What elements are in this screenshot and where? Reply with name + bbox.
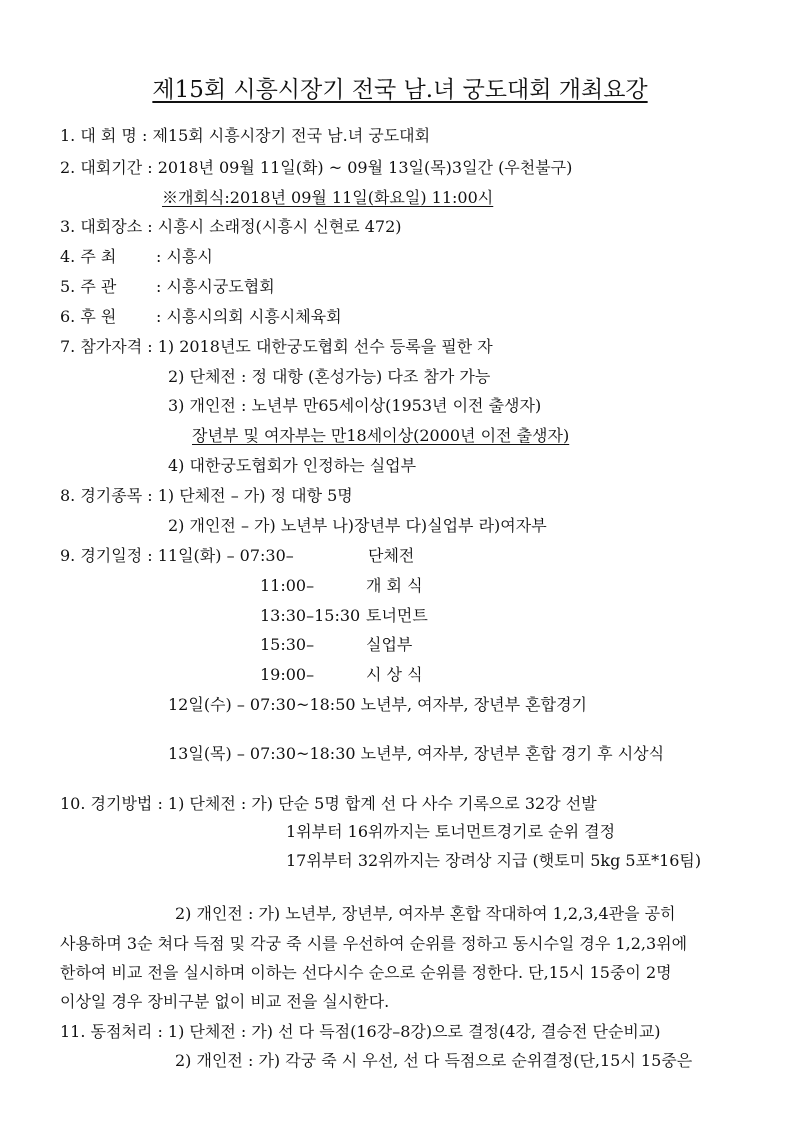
page-title: 제15회 시흥시장기 전국 남.녀 궁도대회 개최요강	[152, 77, 648, 103]
schedule-event: 시 상 식	[366, 665, 423, 684]
item-10-individual-method-a: 2) 개인전 : 가) 노년부, 장년부, 여자부 혼합 작대하여 1,2,3,4관을 공히	[175, 904, 676, 923]
item-10-individual-method-b: 사용하며 3순 쳐다 득점 및 각궁 죽 시를 우선하여 순위를 정하고 동시수일 경우 1,2,3위에	[60, 934, 688, 953]
item-4-label: 4. 주 최	[60, 247, 117, 266]
item-7-eligibility-1: 7. 참가자격 : 1) 2018년도 대한궁도협회 선수 등록을 필한 자	[60, 337, 493, 356]
item-10-individual-method-c: 한하여 비교 전을 실시하며 이하는 선다시수 순으로 순위를 정한다. 단,15시 15중이 2명	[60, 963, 672, 982]
schedule-event: 실업부	[366, 635, 413, 654]
item-9-schedule-head: 9. 경기일정 : 11일(화) – 07:30–	[60, 546, 294, 565]
item-10-team-method-c: 17위부터 32위까지는 장려상 지급 (햇토미 5kg 5포*16팀)	[286, 851, 702, 870]
item-10-team-method: 10. 경기방법 : 1) 단체전 : 가) 단순 5명 합계 선 다 사수 기록으로 32강 선발	[60, 794, 597, 813]
item-8-events-1: 8. 경기종목 : 1) 단체전 – 가) 정 대항 5명	[60, 486, 353, 505]
item-7-eligibility-2: 2) 단체전 : 정 대항 (혼성가능) 다조 참가 가능	[168, 367, 491, 386]
item-6-label: 6. 후 원	[60, 307, 117, 326]
item-6-sponsor: : 시흥시의회 시흥시체육회	[156, 307, 342, 326]
schedule-event: 토너먼트	[366, 606, 428, 625]
item-2-opening-ceremony: ※개회식:2018년 09월 11일(화요일) 11:00시	[162, 188, 494, 207]
item-11-tiebreak-team: 11. 동점처리 : 1) 단체전 : 가) 선 다 득점(16강–8강)으로 결정(4강, 결승전 단순비교)	[60, 1022, 661, 1041]
item-2-period: 2. 대회기간 : 2018년 09월 11일(화) ~ 09월 13일(목)3일간 (우천불구)	[60, 158, 573, 177]
item-3-venue: 3. 대회장소 : 시흥시 소래정(시흥시 신현로 472)	[60, 217, 402, 236]
item-7-eligibility-4: 4) 대한궁도협회가 인정하는 실업부	[168, 456, 417, 475]
item-10-team-method-b: 1위부터 16위까지는 토너먼트경기로 순위 결정	[286, 822, 616, 841]
item-8-events-2: 2) 개인전 – 가) 노년부 나)장년부 다)실업부 라)여자부	[168, 516, 547, 535]
item-5-label: 5. 주 관	[60, 277, 117, 296]
item-9-day-12: 12일(수) – 07:30~18:50 노년부, 여자부, 장년부 혼합경기	[168, 695, 587, 714]
item-9-schedule-head-event: 단체전	[368, 546, 415, 565]
schedule-time: 19:00–	[260, 665, 315, 684]
item-9-day-13: 13일(목) – 07:30~18:30 노년부, 여자부, 장년부 혼합 경기 후 시상식	[168, 744, 665, 763]
schedule-time: 15:30–	[260, 635, 315, 654]
item-1-event-name: 1. 대 회 명 : 제15회 시흥시장기 전국 남.녀 궁도대회	[60, 126, 431, 145]
schedule-time: 13:30–15:30	[260, 606, 361, 625]
item-5-organizer: : 시흥시궁도협회	[156, 277, 275, 296]
item-10-individual-method-d: 이상일 경우 장비구분 없이 비교 전을 실시한다.	[60, 992, 390, 1011]
item-7-eligibility-3: 3) 개인전 : 노년부 만65세이상(1953년 이전 출생자)	[168, 396, 542, 415]
item-11-tiebreak-individual: 2) 개인전 : 가) 각궁 죽 시 우선, 선 다 득점으로 순위결정(단,15시 15중은	[175, 1051, 693, 1070]
schedule-event: 개 회 식	[366, 576, 423, 595]
item-7-eligibility-3b: 장년부 및 여자부는 만18세이상(2000년 이전 출생자)	[192, 426, 570, 445]
item-4-host: : 시흥시	[156, 247, 213, 266]
schedule-time: 11:00–	[260, 576, 315, 595]
